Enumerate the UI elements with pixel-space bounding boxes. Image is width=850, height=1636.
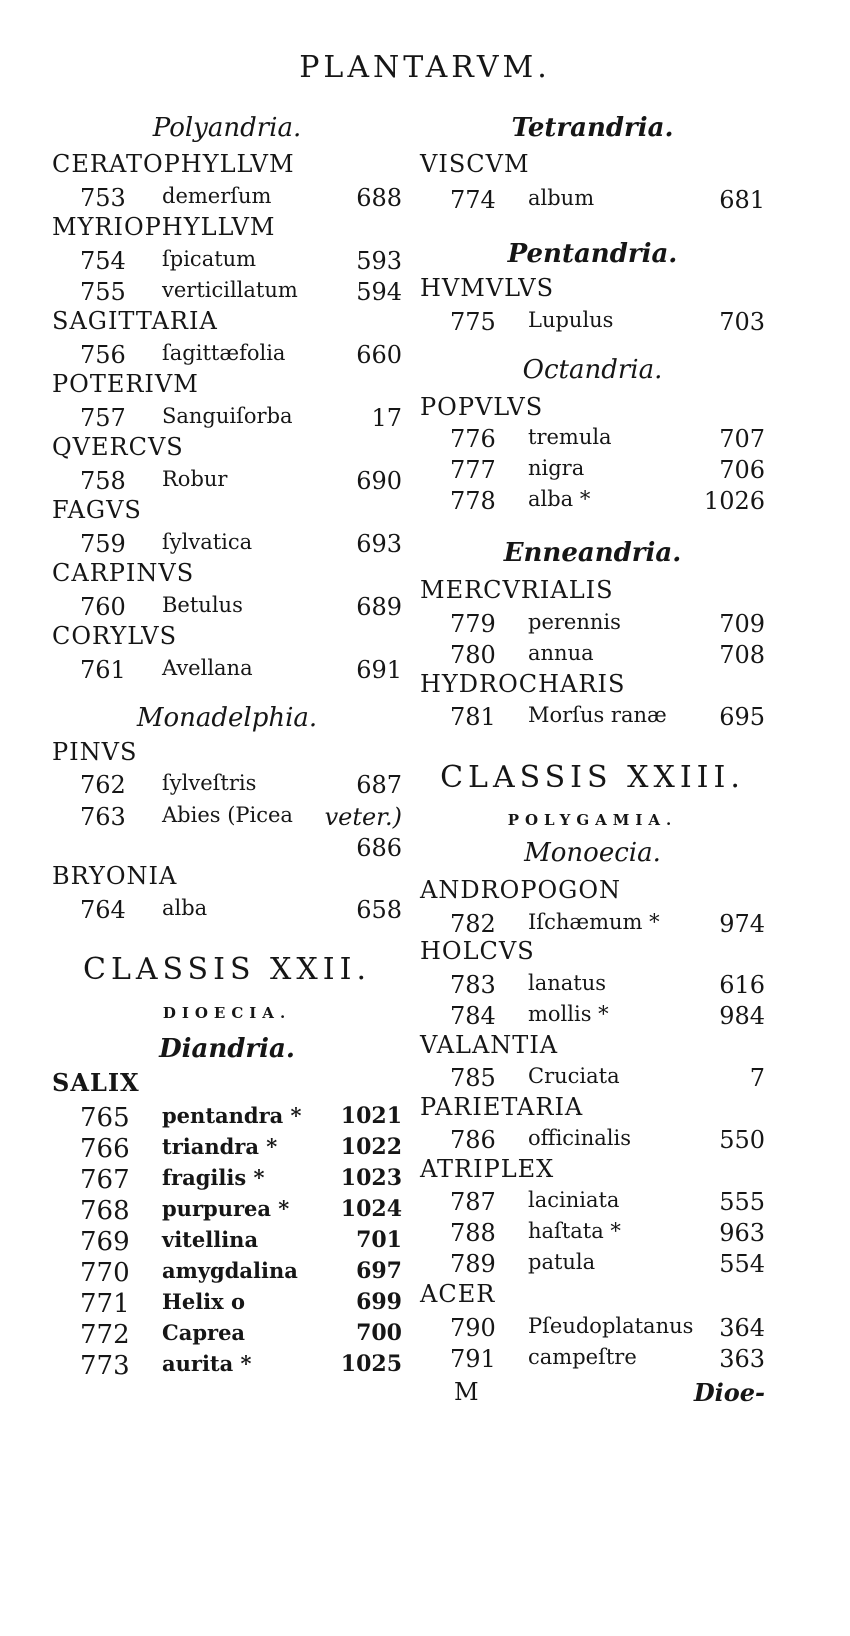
- species-row: [52, 530, 402, 562]
- species-name: Abies (Picea: [162, 803, 293, 827]
- species-number: 758: [80, 467, 126, 495]
- species-number: 764: [80, 896, 126, 924]
- page-reference: 364: [719, 1314, 765, 1342]
- subclass-heading: Polyandria.: [152, 113, 302, 143]
- species-name: tremula: [528, 425, 612, 449]
- species-row: [52, 341, 402, 373]
- species-number: 776: [450, 425, 496, 453]
- page-reference: 699: [356, 1289, 402, 1315]
- species-number: 779: [450, 610, 496, 638]
- page-reference: 1021: [340, 1103, 402, 1129]
- species-name: Caprea: [162, 1320, 246, 1345]
- genus-heading: ATRIPLEX: [420, 1155, 555, 1183]
- species-row: [52, 184, 402, 216]
- page-reference: 1026: [703, 487, 765, 515]
- species-row: [52, 1227, 402, 1259]
- species-number: 753: [80, 184, 126, 212]
- species-name: pentandra *: [162, 1103, 302, 1128]
- genus-heading: BRYONIA: [52, 862, 178, 890]
- species-number: 771: [80, 1289, 130, 1319]
- genus-heading: ANDROPOGON: [420, 876, 621, 904]
- species-name: ſagittæfolia: [162, 341, 286, 365]
- page-reference: 697: [356, 1258, 402, 1284]
- page-reference: 974: [719, 910, 765, 938]
- continued-page-number: 686: [356, 834, 402, 862]
- species-name: Cruciata: [528, 1064, 620, 1088]
- species-name: patula: [528, 1250, 596, 1274]
- species-name: annua: [528, 641, 594, 665]
- species-name: Robur: [162, 467, 228, 491]
- species-name: aurita *: [162, 1351, 252, 1376]
- page-reference: 1023: [340, 1165, 402, 1191]
- genus-heading: HOLCVS: [420, 937, 535, 965]
- species-number: 777: [450, 456, 496, 484]
- species-number: 773: [80, 1351, 130, 1381]
- subclass-heading: Monadelphia.: [136, 703, 318, 733]
- species-name: Morſus ranæ: [528, 703, 667, 727]
- species-number: 784: [450, 1002, 496, 1030]
- page-reference: 1022: [340, 1134, 402, 1160]
- genus-heading: SAGITTARIA: [52, 307, 218, 335]
- page-reference: 660: [356, 341, 402, 369]
- page-reference: 7: [749, 1064, 765, 1092]
- genus-heading: POTERIVM: [52, 370, 199, 398]
- species-number: 788: [450, 1219, 496, 1247]
- species-number: 766: [80, 1134, 130, 1164]
- species-row: [52, 404, 402, 436]
- species-row: [420, 186, 765, 218]
- page-reference: 690: [356, 467, 402, 495]
- page-reference: 363: [719, 1345, 765, 1373]
- species-row: [420, 1126, 765, 1158]
- species-name: ſpicatum: [162, 247, 257, 271]
- species-name: demerſum: [162, 184, 272, 208]
- page-reference: 616: [719, 971, 765, 999]
- page-reference: 706: [719, 456, 765, 484]
- species-row: [420, 1064, 765, 1096]
- species-row: [52, 1258, 402, 1290]
- page-reference: 700: [356, 1320, 402, 1346]
- genus-heading: FAGVS: [52, 496, 142, 524]
- species-number: 775: [450, 308, 496, 336]
- species-name: triandra *: [162, 1134, 278, 1159]
- genus-heading: ACER: [420, 1280, 496, 1308]
- species-name: fragilis *: [162, 1165, 265, 1190]
- species-row: [52, 467, 402, 499]
- page-reference: 689: [356, 593, 402, 621]
- species-number: 785: [450, 1064, 496, 1092]
- genus-heading: POPVLVS: [420, 393, 544, 421]
- species-name: lanatus: [528, 971, 607, 995]
- species-number: 757: [80, 404, 126, 432]
- genus-heading: CARPINVS: [52, 559, 195, 587]
- species-row: [52, 247, 402, 279]
- page-reference: 695: [719, 703, 765, 731]
- species-number: 759: [80, 530, 126, 558]
- species-name: officinalis: [528, 1126, 632, 1150]
- species-number: 772: [80, 1320, 130, 1350]
- page-title: PLANTARVM.: [299, 50, 551, 85]
- species-row: [52, 803, 402, 835]
- page-reference: 555: [719, 1188, 765, 1216]
- genus-heading: VISCVM: [420, 150, 530, 178]
- genus-heading: SALIX: [52, 1068, 140, 1097]
- species-name: nigra: [528, 456, 585, 480]
- species-number: 755: [80, 278, 126, 306]
- species-number: 761: [80, 656, 126, 684]
- species-number: 754: [80, 247, 126, 275]
- page-reference: 691: [356, 656, 402, 684]
- species-row: [420, 1188, 765, 1220]
- page-reference: 688: [356, 184, 402, 212]
- species-number: 778: [450, 487, 496, 515]
- species-name: alba: [162, 896, 208, 920]
- species-number: 783: [450, 971, 496, 999]
- genus-heading: HYDROCHARIS: [420, 670, 626, 698]
- species-row: [52, 771, 402, 803]
- genus-heading: QVERCVS: [52, 433, 184, 461]
- subclass-heading: Pentandria.: [507, 239, 678, 269]
- species-row: [52, 1103, 402, 1135]
- genus-heading: MYRIOPHYLLVM: [52, 213, 276, 241]
- genus-heading: CORYLVS: [52, 622, 178, 650]
- classis-heading: CLASSIS XXIII.: [440, 760, 745, 795]
- species-row: [420, 1314, 765, 1346]
- species-number: 770: [80, 1258, 130, 1288]
- class-name: POLYGAMIA.: [507, 811, 678, 829]
- subclass-heading: Octandria.: [522, 355, 663, 385]
- species-number: 767: [80, 1165, 130, 1195]
- species-name: campeſtre: [528, 1345, 637, 1369]
- genus-heading: VALANTIA: [420, 1031, 559, 1059]
- page-reference: 658: [356, 896, 402, 924]
- species-row: [420, 610, 765, 642]
- classis-heading: CLASSIS XXII.: [82, 952, 371, 987]
- species-row: [52, 1165, 402, 1197]
- catchword: Dioe-: [693, 1378, 765, 1407]
- species-row: [420, 703, 765, 735]
- species-name: ſylvatica: [162, 530, 253, 554]
- page-reference: 703: [719, 308, 765, 336]
- page-reference: veter.): [324, 803, 402, 831]
- species-number: 756: [80, 341, 126, 369]
- page-reference: 550: [719, 1126, 765, 1154]
- species-row: [52, 1289, 402, 1321]
- species-row: [52, 278, 402, 310]
- species-name: Pſeudoplatanus: [528, 1314, 694, 1338]
- species-name: Lupulus: [528, 308, 614, 332]
- page-reference: 554: [719, 1250, 765, 1278]
- species-row: [52, 1196, 402, 1228]
- page-reference: 593: [356, 247, 402, 275]
- species-name: perennis: [528, 610, 621, 634]
- species-number: 762: [80, 771, 126, 799]
- page-reference: 17: [371, 404, 402, 432]
- subclass-heading: Monoecia.: [524, 838, 661, 868]
- page-reference: 594: [356, 278, 402, 306]
- species-row: [52, 1320, 402, 1352]
- species-number: 774: [450, 186, 496, 214]
- species-row: [420, 1250, 765, 1282]
- species-row: [420, 487, 765, 519]
- species-name: vitellina: [162, 1227, 259, 1252]
- genus-heading: PARIETARIA: [420, 1093, 584, 1121]
- page-reference: 708: [719, 641, 765, 669]
- species-name: Helix o: [162, 1289, 245, 1314]
- species-name: haſtata *: [528, 1219, 621, 1243]
- species-number: 760: [80, 593, 126, 621]
- species-row: [52, 1134, 402, 1166]
- species-name: Iſchæmum *: [528, 910, 660, 934]
- genus-heading: MERCVRIALIS: [420, 576, 614, 604]
- species-number: 782: [450, 910, 496, 938]
- species-row: [420, 641, 765, 673]
- species-row: [420, 456, 765, 488]
- species-name: album: [528, 186, 595, 210]
- page-reference: 1024: [340, 1196, 402, 1222]
- species-number: 781: [450, 703, 496, 731]
- species-row: [420, 1002, 765, 1034]
- species-row: [52, 1351, 402, 1383]
- page-reference: 1025: [340, 1351, 402, 1377]
- page-reference: 687: [356, 771, 402, 799]
- species-name: purpurea *: [162, 1196, 290, 1221]
- species-row: [52, 656, 402, 688]
- class-name: DIOECIA.: [162, 1004, 292, 1022]
- page-reference: 693: [356, 530, 402, 558]
- species-number: 789: [450, 1250, 496, 1278]
- page-reference: 681: [719, 186, 765, 214]
- species-row: [52, 896, 402, 928]
- species-name: mollis *: [528, 1002, 609, 1026]
- genus-heading: CERATOPHYLLVM: [52, 150, 295, 178]
- species-name: ſylveſtris: [162, 771, 257, 795]
- species-name: verticillatum: [162, 278, 298, 302]
- species-row: [420, 425, 765, 457]
- species-number: 768: [80, 1196, 130, 1226]
- subclass-heading: Diandria.: [159, 1034, 295, 1064]
- species-number: 791: [450, 1345, 496, 1373]
- species-name: alba *: [528, 487, 591, 511]
- species-row: [52, 593, 402, 625]
- species-number: 763: [80, 803, 126, 831]
- species-name: Avellana: [162, 656, 253, 680]
- species-number: 787: [450, 1188, 496, 1216]
- species-row: [420, 308, 765, 340]
- species-number: 790: [450, 1314, 496, 1342]
- species-name: amygdalina: [162, 1258, 298, 1283]
- signature-mark: M: [454, 1378, 479, 1406]
- species-number: 765: [80, 1103, 130, 1133]
- species-name: laciniata: [528, 1188, 620, 1212]
- species-number: 780: [450, 641, 496, 669]
- species-row: [420, 971, 765, 1003]
- species-name: Sanguiſorba: [162, 404, 293, 428]
- genus-heading: PINVS: [52, 738, 138, 766]
- species-name: Betulus: [162, 593, 243, 617]
- species-row: [420, 1219, 765, 1251]
- page-reference: 984: [719, 1002, 765, 1030]
- species-number: 769: [80, 1227, 130, 1257]
- subclass-heading: Tetrandria.: [511, 113, 674, 143]
- page-reference: 707: [719, 425, 765, 453]
- page-reference: 701: [356, 1227, 402, 1253]
- subclass-heading: Enneandria.: [503, 538, 682, 568]
- species-number: 786: [450, 1126, 496, 1154]
- page-reference: 963: [719, 1219, 765, 1247]
- page-reference: 709: [719, 610, 765, 638]
- genus-heading: HVMVLVS: [420, 274, 555, 302]
- species-row: [420, 1345, 765, 1377]
